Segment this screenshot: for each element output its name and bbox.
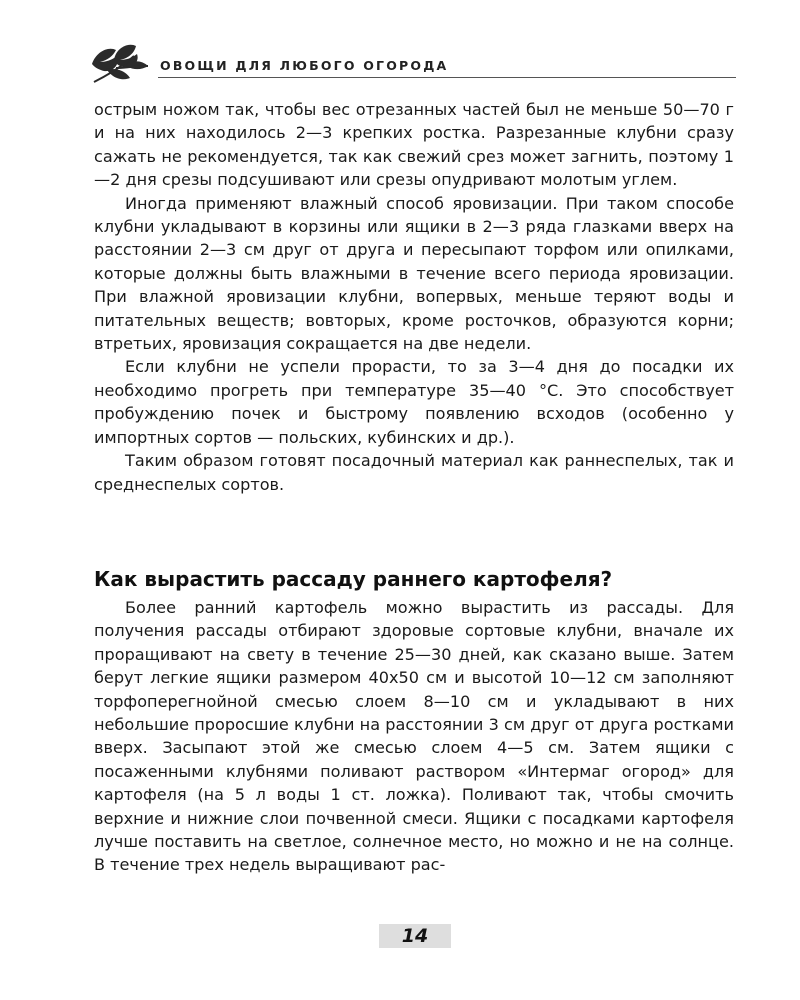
paragraph: Если клубни не успели прорасти, то за 3—4 дня до посадки их необходимо прогреть при температуре 35—40 °С. Это способствует пробуждению почек и быстрому появлению всходов (особенно у импортных сортов — польских, кубинских и др.). bbox=[94, 357, 734, 447]
page-number: 14 bbox=[379, 924, 451, 948]
running-header bbox=[86, 38, 736, 88]
paragraph: острым ножом так, чтобы вес отрезанных частей был не меньше 50—70 г и на них находилось 2—3 крепких ростка. Разрезанные клубни сразу сажать не рекомендуется, так как свежий срез может загнить, поэтому 1—2 дня срезы подсушивают или срезы опудривают молотым углем. bbox=[94, 100, 734, 190]
paragraph: Иногда применяют влажный способ яровизации. При таком способе клубни укладывают в корзины или ящики в 2—3 ряда глазками вверх на расстоянии 2—3 см друг от друга и пересыпают торфом или опилками, которые должны быть влажными в течение всего периода яровизации. При влажной яровизации клубни, вопервых, меньше теряют воды и питательных веществ; вовторых, кроме росточков, образуются корни; втретьих, яровизация сокращается на две недели. bbox=[94, 193, 734, 354]
header-rule bbox=[158, 77, 736, 78]
section2-text bbox=[94, 596, 734, 877]
section1-text bbox=[94, 98, 734, 496]
paragraph: Таким образом готовят посадочный материал как раннеспелых, так и среднеспелых сортов. bbox=[94, 451, 734, 494]
paragraph: Более ранний картофель можно вырастить из рассады. Для получения рассады отбирают здоровые сортовые клубни, вначале их проращивают на свету в течение 25—30 дней, как сказано выше. Затем берут легкие ящики размером 40x50 см и высотой 10—12 см заполняют торфоперегнойной смесью слоем 8—10 см и укладывают в них небольшие проросшие клубни на расстоянии 3 см друг от друга ростками вверх. Засыпают этой же смесью слоем 4—5 см. Затем ящики с посаженными клубнями поливают раствором «Интермаг огород» для картофеля (на 5 л воды 1 ст. ложка). Поливают так, чтобы смочить верхние и нижние слои почвенной смеси. Ящики с посадками картофеля лучше поставить на светлое, солнечное место, но можно и не на солнце. В течение трех недель выращивают рас- bbox=[94, 598, 734, 875]
section-heading: Как вырастить рассаду раннего картофеля? bbox=[94, 567, 613, 591]
running-title: ОВОЩИ ДЛЯ ЛЮБОГО ОГОРОДА bbox=[160, 58, 449, 73]
parsley-leaf-icon bbox=[86, 38, 156, 88]
